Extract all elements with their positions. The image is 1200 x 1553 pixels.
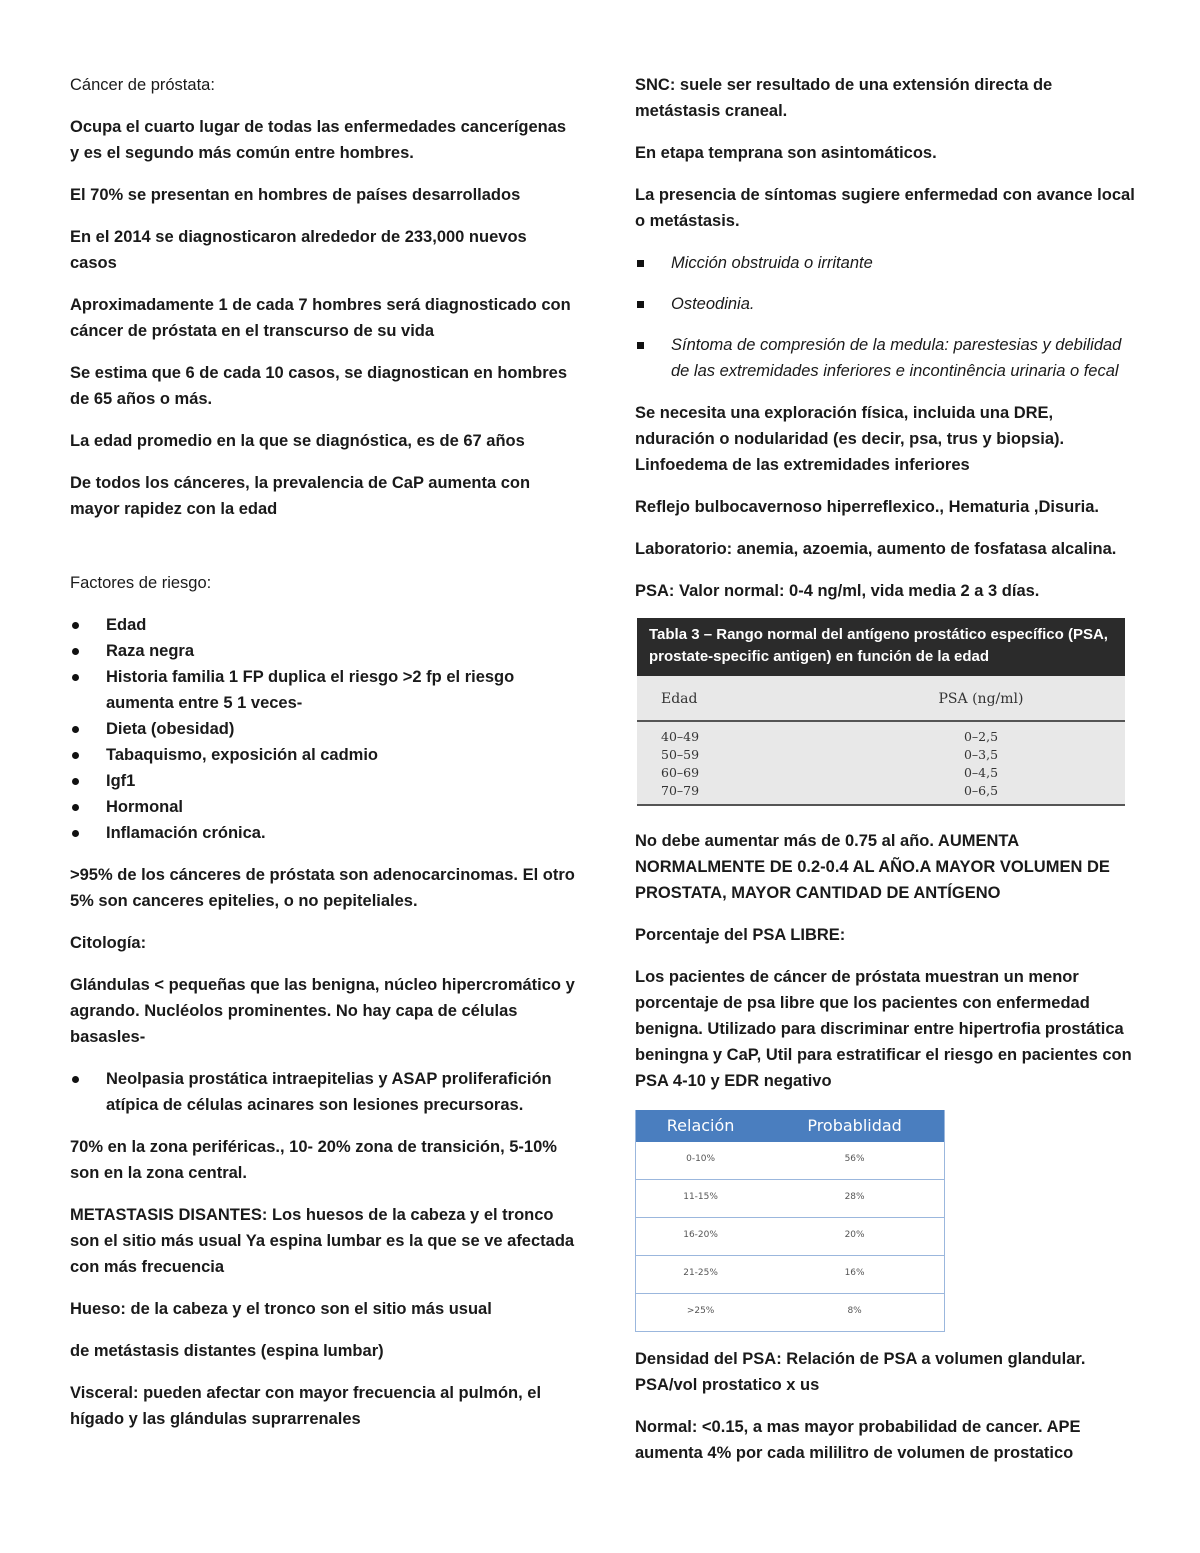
list-item: Síntoma de compresión de la medula: parestesias y debilidad de las extremidades inferiores e incontinência urinaria o fecal [635, 332, 1135, 384]
paragraph: >95% de los cánceres de próstata son adenocarcinomas. El otro 5% son canceres epitelies, o no pepiteliales. [70, 866, 575, 910]
paragraph: Se estima que 6 de cada 10 casos, se diagnostican en hombres de 65 años o más. [70, 364, 568, 408]
table-row [637, 764, 1125, 782]
table-row [637, 782, 1125, 800]
table-cell: >25% [636, 1294, 766, 1332]
table-row [636, 1294, 945, 1332]
table-cell: 0-10% [636, 1142, 766, 1180]
list-item: Igf1 [70, 768, 575, 794]
risk-factors-heading: Factores de riesgo: [70, 574, 212, 592]
table-cell: 56% [765, 1142, 944, 1180]
table-row [636, 1218, 945, 1256]
paragraph: METASTASIS DISANTES: Los huesos de la cabeza y el tronco son el sitio más usual Ya espina lumbar es la que se ve afectada con más frecuencia [70, 1206, 575, 1276]
table-cell: 50–59 [661, 747, 700, 762]
table-cell: 70–79 [661, 783, 700, 798]
table-cell: 21-25% [636, 1256, 766, 1294]
table-header-row [636, 1110, 945, 1142]
paragraph: Ocupa el cuarto lugar de todas las enfermedades cancerígenas y es el segundo más común entre hombres. [70, 118, 567, 162]
left-column [70, 72, 575, 1448]
paragraph: Glándulas < pequeñas que las benigna, núcleo hipercromático y agrando. Nucléolos prominentes. No hay capa de células basasles- [70, 976, 575, 1046]
cytology-heading: Citología: [70, 934, 147, 952]
paragraph: de metástasis distantes (espina lumbar) [70, 1342, 384, 1360]
table-row [636, 1180, 945, 1218]
paragraph: SNC: suele ser resultado de una extensión directa de metástasis craneal. [635, 76, 1053, 120]
list-item: Inflamación crónica. [70, 820, 575, 846]
spacer [70, 538, 575, 570]
page-title: Cáncer de próstata: [70, 76, 215, 94]
list-item: Historia familia 1 FP duplica el riesgo >2 fp el riesgo aumenta entre 5 1 veces- [70, 664, 575, 716]
symptoms-list [635, 250, 1135, 384]
paragraph: La presencia de síntomas sugiere enfermedad con avance local o metástasis. [635, 186, 1135, 230]
free-psa-heading: Porcentaje del PSA LIBRE: [635, 926, 846, 944]
list-item: Tabaquismo, exposición al cadmio [70, 742, 575, 768]
table-cell: 11-15% [636, 1180, 766, 1218]
table-cell: 16-20% [636, 1218, 766, 1256]
table-cell: 8% [765, 1294, 944, 1332]
column-header: Edad [661, 691, 698, 707]
right-column [635, 72, 1135, 1482]
column-header: Probablidad [765, 1110, 944, 1142]
table-cell: 0–2,5 [963, 729, 999, 744]
table-cell: 40–49 [661, 729, 700, 744]
table-cell: 60–69 [661, 765, 700, 780]
list-item: Hormonal [70, 794, 575, 820]
paragraph: Hueso: de la cabeza y el tronco son el sitio más usual [70, 1300, 492, 1318]
table-row [636, 1142, 945, 1180]
paragraph: El 70% se presentan en hombres de países desarrollados [70, 186, 521, 204]
column-header: PSA (ng/ml) [938, 691, 1024, 707]
table-cell: 0–4,5 [963, 765, 999, 780]
table-row [637, 746, 1125, 764]
paragraph: Aproximadamente 1 de cada 7 hombres será diagnosticado con cáncer de próstata en el transcurso de su vida [70, 296, 571, 340]
paragraph: Normal: <0.15, a mas mayor probabilidad de cancer. APE aumenta 4% por cada mililitro de volumen de prostatico [635, 1418, 1081, 1462]
paragraph: PSA: Valor normal: 0-4 ng/ml, vida media 2 a 3 días. [635, 582, 1040, 600]
paragraph: 70% en la zona periféricas., 10- 20% zona de transición, 5-10% son en la zona central. [70, 1138, 557, 1182]
table-header-row [637, 676, 1125, 722]
table-cell: 0–6,5 [963, 783, 999, 798]
list-item: Edad [70, 612, 575, 638]
paragraph: En el 2014 se diagnosticaron alrededor de 233,000 nuevos casos [70, 228, 527, 272]
column-header: Relación [636, 1110, 766, 1142]
risk-factors-list [70, 612, 575, 846]
table-cell: 16% [765, 1256, 944, 1294]
paragraph: De todos los cánceres, la prevalencia de CaP aumenta con mayor rapidez con la edad [70, 474, 531, 518]
list-item: Osteodinia. [635, 291, 1135, 317]
paragraph: La edad promedio en la que se diagnóstica, es de 67 años [70, 432, 525, 450]
list-item: Dieta (obesidad) [70, 716, 575, 742]
cytology-list [70, 1066, 575, 1118]
list-item: Neolpasia prostática intraepitelias y ASAP proliferafición atípica de células acinares son lesiones precursoras. [70, 1066, 575, 1118]
paragraph: Los pacientes de cáncer de próstata muestran un menor porcentaje de psa libre que los pacientes con enfermedad benigna. Utilizado para discriminar entre hipertrofia prostática beningna y CaP, Util para estratificar el riesgo en pacientes con PSA 4-10 y EDR negativo [635, 968, 1132, 1090]
paragraph: Se necesita una exploración física, incluida una DRE, nduración o nodularidad (es decir, psa, trus y biopsia). Linfoedema de las extremidades inferiores [635, 404, 1065, 474]
table-cell: 0–3,5 [963, 747, 999, 762]
paragraph: No debe aumentar más de 0.75 al año. AUMENTA NORMALMENTE DE 0.2-0.4 AL AÑO.A MAYOR VOLUMEN DE PROSTATA, MAYOR CANTIDAD DE ANTÍGENO [635, 832, 1110, 902]
paragraph: En etapa temprana son asintomáticos. [635, 144, 937, 162]
table-body [637, 722, 1125, 806]
table-title: Tabla 3 – Rango normal del antígeno prostático específico (PSA, prostate-specific antigen) en función de la edad [637, 618, 1125, 676]
paragraph: Densidad del PSA: Relación de PSA a volumen glandular. PSA/vol prostatico x us [635, 1350, 1086, 1394]
table-row [637, 728, 1125, 746]
table-row [636, 1256, 945, 1294]
paragraph: Visceral: pueden afectar con mayor frecuencia al pulmón, el hígado y las glándulas suprarrenales [70, 1384, 542, 1428]
paragraph: Laboratorio: anemia, azoemia, aumento de fosfatasa alcalina. [635, 540, 1117, 558]
list-item: Micción obstruida o irritante [635, 250, 1135, 276]
table-cell: 28% [765, 1180, 944, 1218]
free-psa-table [635, 1110, 945, 1332]
list-item: Raza negra [70, 638, 575, 664]
paragraph: Reflejo bulbocavernoso hiperreflexico., Hematuria ,Disuria. [635, 498, 1099, 516]
table-cell: 20% [765, 1218, 944, 1256]
psa-age-table [637, 618, 1125, 806]
